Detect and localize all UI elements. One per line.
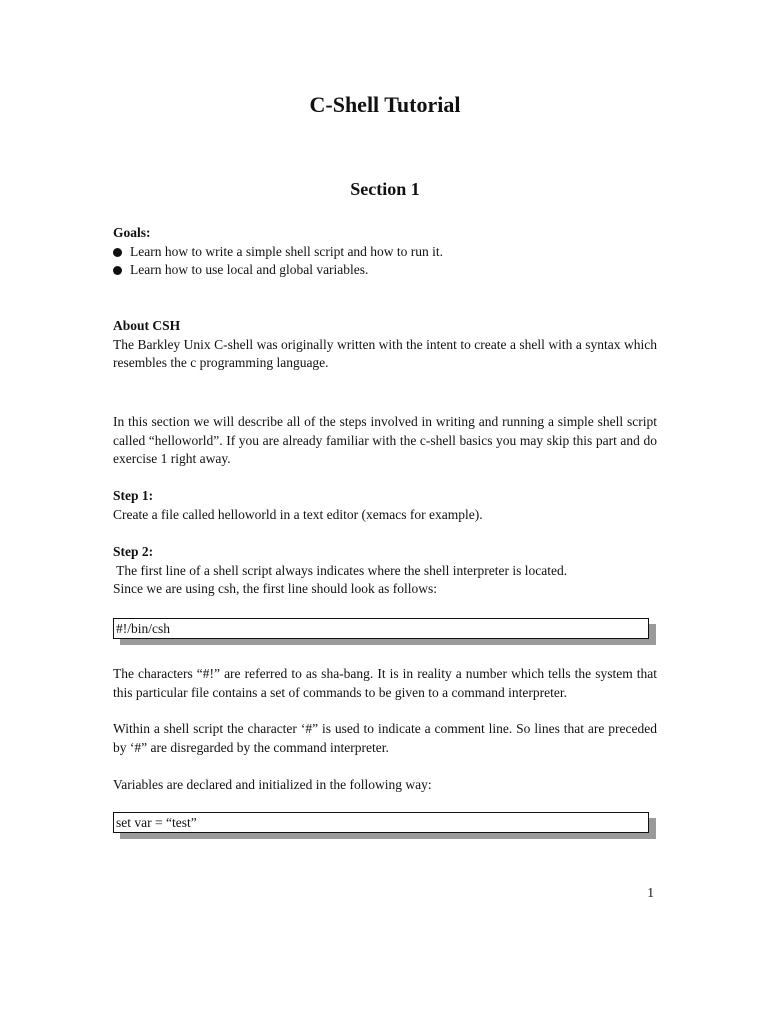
about-heading: About CSH (113, 318, 181, 333)
variables-intro: Variables are declared and initialized in the following way: (113, 777, 432, 792)
goals-heading: Goals: (113, 225, 151, 240)
intro-paragraph: In this section we will describe all of the steps involved in writing and running a simple shell script called “helloworld”. If you are already familiar with the c-shell basics you may skip this part and do exercise 1 right away. (113, 414, 657, 466)
step1-block (113, 487, 657, 524)
page-number: 1 (647, 885, 654, 900)
step2-block (113, 543, 657, 599)
goals-list (113, 243, 657, 280)
step2-line2: Since we are using csh, the first line should look as follows: (113, 581, 437, 596)
code-box-shebang (113, 618, 649, 639)
document-title: C-Shell Tutorial (309, 92, 461, 117)
goal-text: Learn how to use local and global variables. (130, 262, 369, 277)
step2-heading: Step 2: (113, 544, 154, 559)
list-item (113, 261, 657, 280)
comment-paragraph: Within a shell script the character ‘#” is used to indicate a comment line. So lines that are preceded by ‘#” are disregarded by the command interpreter. (113, 721, 657, 755)
step2-line1: The first line of a shell script always indicates where the shell interpreter is located. (113, 562, 568, 578)
goals-block (113, 224, 657, 280)
shabang-paragraph: The characters “#!” are referred to as sha-bang. It is in reality a number which tells the system that this particular file contains a set of commands to be given to a command interpreter. (113, 666, 657, 700)
goal-text: Learn how to write a simple shell script and how to run it. (130, 243, 444, 259)
code-box-variable (113, 812, 649, 833)
bullet-icon (113, 266, 122, 275)
section-heading: Section 1 (350, 179, 420, 199)
code-text: #!/bin/csh (113, 618, 649, 639)
list-item (113, 243, 657, 262)
step1-heading: Step 1: (113, 488, 154, 503)
bullet-icon (113, 248, 122, 257)
about-block (113, 317, 657, 373)
code-text: set var = “test” (113, 812, 649, 833)
about-text: The Barkley Unix C-shell was originally written with the intent to create a shell with a syntax which resembles the c programming language. (113, 336, 657, 370)
step1-text: Create a file called helloworld in a text editor (xemacs for example). (113, 506, 483, 522)
